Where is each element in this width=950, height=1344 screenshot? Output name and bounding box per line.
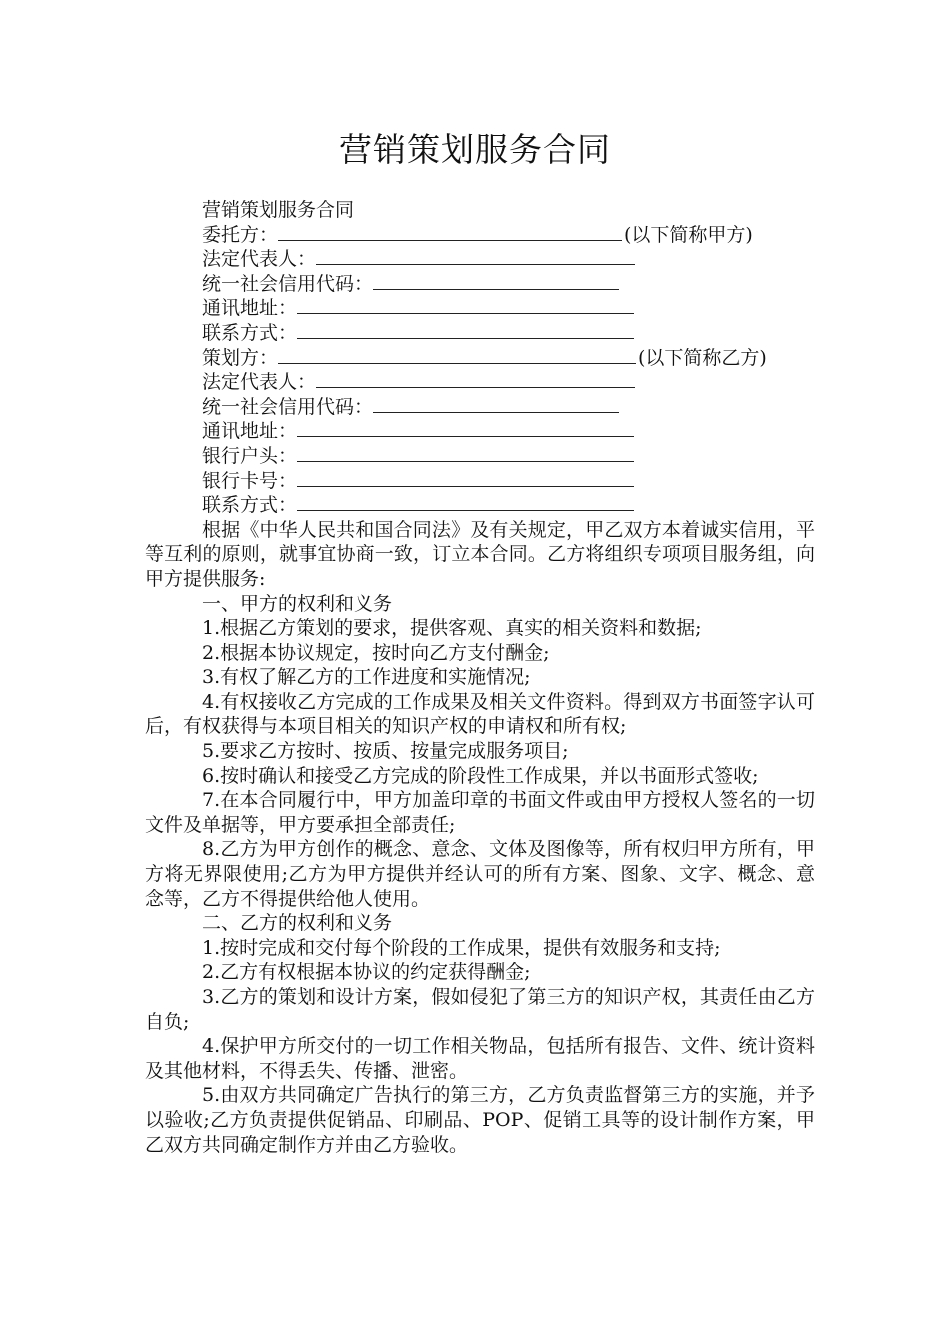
party-a-credit-blank[interactable]: [373, 272, 619, 290]
section2-item: 4.保护甲方所交付的一切工作相关物品，包括所有报告、文件、统计资料及其他材料，不得丢失、传播、泄密。: [145, 1035, 815, 1082]
party-a-rep-label: 法定代表人：: [202, 248, 317, 271]
party-b-credit-line: [145, 395, 815, 420]
section1-item: 2.根据本协议规定，按时向乙方支付酬金;: [202, 641, 550, 664]
party-b-rep-label: 法定代表人：: [202, 371, 317, 394]
party-b-contact-label: 联系方式：: [202, 494, 298, 517]
preamble-paragraph: 根据《中华人民共和国合同法》及有关规定，甲乙双方本着诚实信用，平等互利的原则，就事宜协商一致，订立本合同。乙方将组织专项项目服务组，向甲方提供服务:: [145, 518, 815, 590]
party-a-credit-line: [145, 272, 815, 297]
party-a-contact-label: 联系方式：: [202, 321, 298, 344]
section1-heading: 一、甲方的权利和义务: [202, 592, 393, 615]
party-a-blank[interactable]: [278, 223, 622, 241]
party-a-contact-blank[interactable]: [297, 321, 634, 339]
section1-item: 5.要求乙方按时、按质、按量完成服务项目;: [202, 740, 569, 763]
party-b-bank-card-line: [145, 469, 815, 494]
party-b-suffix: (以下简称乙方): [638, 346, 767, 369]
party-a-rep-line: [145, 247, 815, 272]
party-a-contact-line: [145, 321, 815, 346]
party-b-address-label: 通讯地址：: [202, 420, 298, 443]
party-b-rep-blank[interactable]: [316, 370, 635, 388]
party-a-address-line: [145, 296, 815, 321]
party-a-suffix: (以下简称甲方): [624, 223, 753, 246]
party-b-bank-name-blank[interactable]: [297, 444, 634, 462]
party-b-address-blank[interactable]: [297, 419, 634, 437]
party-b-rep-line: [145, 370, 815, 395]
party-b-blank[interactable]: [278, 346, 636, 364]
section1-item: 1.根据乙方策划的要求，提供客观、真实的相关资料和数据;: [202, 617, 702, 640]
party-b-bank-card-label: 银行卡号：: [202, 469, 298, 492]
party-b-credit-label: 统一社会信用代码：: [202, 395, 374, 418]
party-b-bank-name-line: [145, 444, 815, 469]
section1-item: 7.在本合同履行中，甲方加盖印章的书面文件或由甲方授权人签名的一切文件及单据等，甲方要承担全部责任;: [145, 789, 815, 836]
party-b-address-line: [145, 419, 815, 444]
party-a-credit-label: 统一社会信用代码：: [202, 272, 374, 295]
section2-item: 3.乙方的策划和设计方案，假如侵犯了第三方的知识产权，其责任由乙方自负;: [145, 986, 815, 1033]
section1-item: 4.有权接收乙方完成的工作成果及相关文件资料。得到双方书面签字认可后，有权获得与本项目相关的知识产权的申请权和所有权;: [145, 690, 815, 738]
party-b-line: [145, 346, 815, 371]
document-title: 营销策划服务合同: [339, 130, 611, 169]
party-a-line: [145, 223, 815, 248]
section1-item: 6.按时确认和接受乙方完成的阶段性工作成果，并以书面形式签收;: [202, 764, 759, 787]
section2-item: 1.按时完成和交付每个阶段的工作成果，提供有效服务和支持;: [202, 936, 721, 959]
party-a-address-label: 通讯地址：: [202, 297, 298, 320]
contract-subtitle: 营销策划服务合同: [202, 199, 355, 221]
section2-item: 5.由双方共同确定广告执行的第三方，乙方负责监督第三方的实施，并予以验收;乙方负责提供促销品、印刷品、POP、促销工具等的设计制作方案，甲乙双方共同确定制作方并由乙方验收。: [145, 1084, 815, 1156]
contract-body: [145, 198, 815, 1157]
section1-item: 8.乙方为甲方创作的概念、意念、文体及图像等，所有权归甲方所有，甲方将无界限使用;乙方为甲方提供并经认可的所有方案、图象、文字、概念、意念等，乙方不得提供给他人使用。: [145, 838, 815, 910]
party-b-contact-blank[interactable]: [297, 493, 634, 511]
party-b-credit-blank[interactable]: [373, 395, 619, 413]
party-a-label: 委托方：: [202, 223, 279, 246]
party-b-label: 策划方：: [202, 346, 279, 369]
section1-item: 3.有权了解乙方的工作进度和实施情况;: [202, 666, 531, 689]
party-b-contact-line: [145, 493, 815, 518]
party-a-rep-blank[interactable]: [316, 247, 635, 265]
section2-item: 2.乙方有权根据本协议的约定获得酬金;: [202, 961, 531, 984]
section2-heading: 二、乙方的权利和义务: [202, 912, 393, 935]
party-a-address-blank[interactable]: [297, 296, 634, 314]
party-b-bank-card-blank[interactable]: [297, 469, 634, 487]
party-b-bank-name-label: 银行户头：: [202, 444, 298, 467]
